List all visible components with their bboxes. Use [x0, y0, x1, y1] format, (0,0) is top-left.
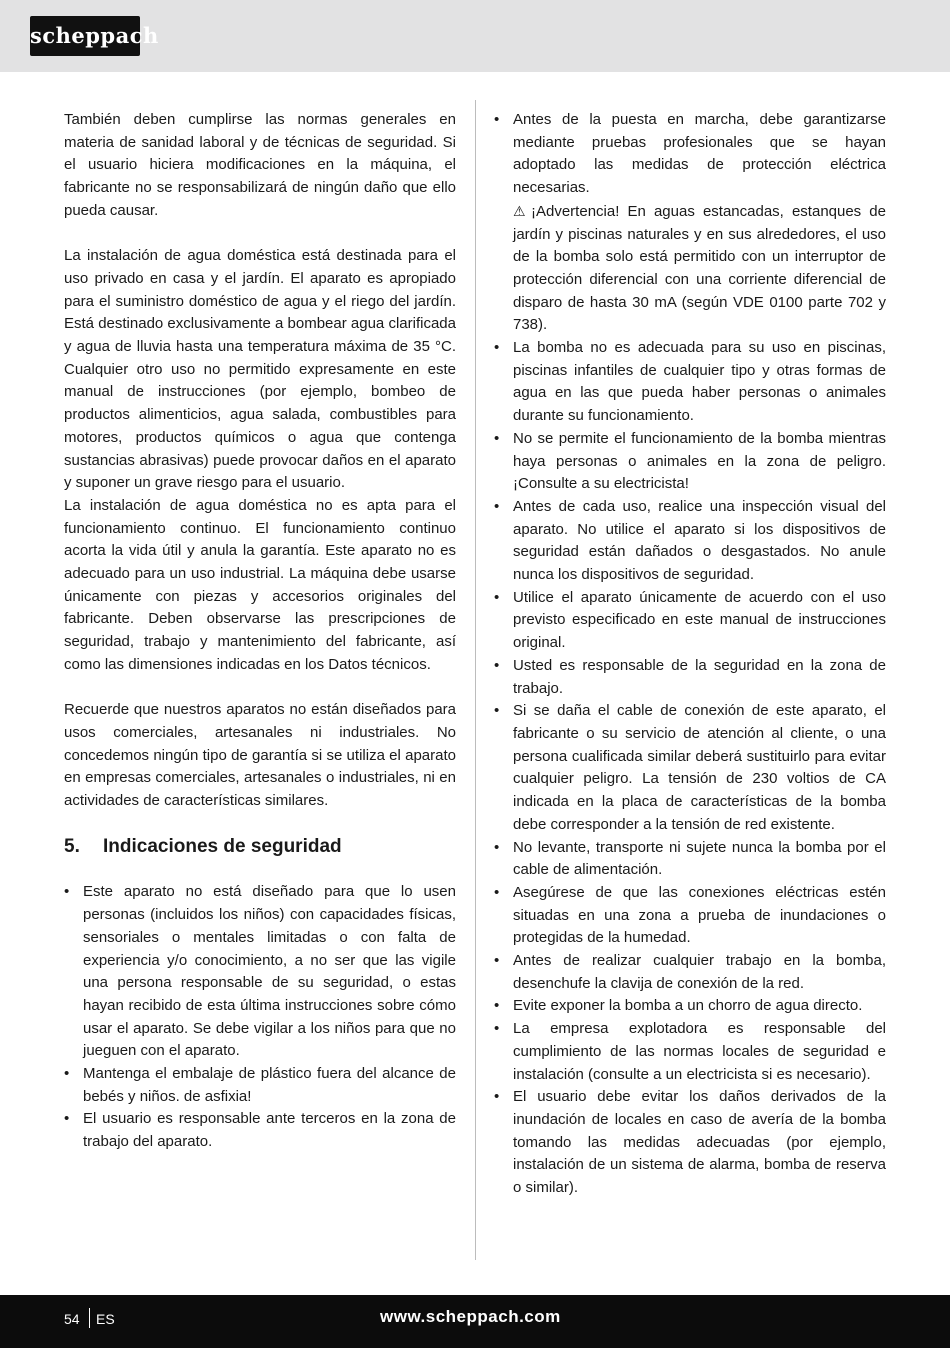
- bullet-icon: •: [494, 838, 500, 856]
- list-item: • La empresa explotadora es responsable del cumplimiento de las normas locales de seguridad e instalación (consulte a un electricista si es necesario).: [494, 1020, 886, 1083]
- bullet-icon: •: [494, 656, 500, 674]
- list-item: • Antes de la puesta en marcha, debe garantizarse mediante pruebas profesionales que se hayan adoptado las medidas de protección eléctrica necesarias. ⚠ ¡Advertencia! En aguas estancadas, estanques de jardín y piscinas naturales y en sus alrededores, el uso de la bomba solo está permitido con un interruptor de protección diferencial con una corriente diferencial de disparo de hasta 30 mA (según VDE 0100 parte 702 y 738).: [494, 109, 886, 337]
- right-bullet-list: [494, 109, 886, 1200]
- website-link[interactable]: www.scheppach.com: [380, 1307, 561, 1326]
- footer-separator: [89, 1308, 90, 1328]
- bullet-icon: •: [494, 111, 500, 128]
- list-item: • Asegúrese de que las conexiones eléctricas estén situadas en una zona a prueba de inundaciones o protegidas de la humedad.: [494, 883, 886, 947]
- warning-icon: ⚠: [513, 202, 526, 219]
- warning-note: [513, 200, 886, 337]
- list-item: • El usuario es responsable ante terceros en la zona de trabajo del aparato.: [64, 1110, 456, 1151]
- bullet-icon: •: [494, 429, 500, 447]
- list-item: • No levante, transporte ni sujete nunca la bomba por el cable de alimentación.: [494, 838, 886, 879]
- right-column: [494, 109, 886, 1200]
- list-item: • Antes de realizar cualquier trabajo en la bomba, desenchufe la clavija de conexión de la red.: [494, 952, 886, 992]
- bullet-icon: •: [494, 952, 500, 970]
- list-item: • El usuario debe evitar los daños derivados de la inundación de locales en caso de avería de la bomba tomando las medidas adecuadas (por ejemplo, instalación de un sistema de alarma, bomba de reserva o similar).: [494, 1088, 886, 1197]
- bullet-icon: •: [494, 702, 500, 720]
- list-item: • Si se daña el cable de conexión de este aparato, el fabricante o su servicio de atención al cliente, o una persona cualificada similar deberá sustituirlo para evitar cualquier peligro. La tensión de 230 voltios de CA indicada en la placa de características de la bomba debe corresponder a la tensión de red existente.: [494, 702, 886, 833]
- list-item: • La bomba no es adecuada para su uso en piscinas, piscinas infantiles de cualquier tipo y otras formas de agua en las que pueda haber personas o animales durante su funcionamiento.: [494, 339, 886, 425]
- language-code: ES: [96, 1311, 115, 1327]
- bullet-icon: •: [494, 1088, 500, 1106]
- warning-text: ¡Advertencia! En aguas estancadas, estanques de jardín y piscinas naturales y en sus alrededores, el uso de la bomba solo está permitido con un interruptor de protección diferencial con una corriente diferencial de disparo de hasta 30 mA (según VDE 0100 parte 702 y 738).: [513, 202, 886, 334]
- paragraph-commercial-use: Recuerde que nuestros aparatos no están diseñados para usos comerciales, artesanales ni industriales. No concedemos ningún tipo de garantía si se utiliza el aparato en empresas comerciales, artesanales o industriales, ni en actividades de características similares.: [64, 701, 456, 810]
- paragraph-intended-use: La instalación de agua doméstica está destinada para el uso privado en casa y el jardín. El aparato es apropiado para el suministro doméstico de agua y el riego del jardín. Está destinado exclusivamente a bombear agua clarificada y agua de lluvia hasta una temperatura máxima de 35 °C. Cualquier otro uso no permitido expresamente en este manual de instrucciones (por ejemplo, bombeo de productos alimenticios, agua salada, combustibles para motores, productos químicos o agua que contenga sustancias abrasivas) puede provocar daños en el aparato y suponer un grave riesgo para el usuario.: [64, 247, 456, 492]
- bullet-icon: •: [494, 883, 500, 901]
- paragraph-general-norms: También deben cumplirse las normas generales en materia de sanidad laboral y de técnicas de seguridad. Si el usuario hiciera modificaciones en la máquina, el fabricante no se responsabilizará de ningún daño que ello pueda causar.: [64, 111, 456, 219]
- list-item: • No se permite el funcionamiento de la bomba mientras haya personas o animales en la zona de peligro. ¡Consulte a su electricista!: [494, 429, 886, 493]
- bullet-icon: •: [64, 1065, 70, 1083]
- section-heading: [64, 835, 456, 859]
- section-title: Indicaciones de seguridad: [103, 836, 342, 858]
- bullet-icon: •: [494, 588, 500, 606]
- brand-logo: scheppach: [30, 16, 140, 56]
- bullet-icon: •: [494, 339, 500, 357]
- list-item: • Usted es responsable de la seguridad en la zona de trabajo.: [494, 656, 886, 697]
- bullet-icon: •: [64, 883, 70, 901]
- paragraph-continuous-operation: La instalación de agua doméstica no es apta para el funcionamiento continuo. El funcionamiento continuo acorta la vida útil y anula la garantía. Este aparato no es adecuado para un uso industrial. La máquina debe usarse únicamente con piezas y accesorios originales del fabricante. Deben observarse las prescripciones de seguridad, trabajo y mantenimiento del fabricante, así como las dimensiones indicadas en los Datos técnicos.: [64, 496, 456, 673]
- list-item: • Este aparato no está diseñado para que lo usen personas (incluidos los niños) con capacidades físicas, sensoriales o mentales limitadas o con falta de experiencia y/o conocimiento, a no ser que las vigile una persona responsable de su seguridad, o estas hayan recibido de esta última instrucciones sobre cómo usar el aparato. Se debe vigilar a los niños para que no jueguen con el aparato.: [64, 883, 456, 1060]
- bullet-icon: •: [494, 1020, 500, 1038]
- list-item: • Utilice el aparato únicamente de acuerdo con el uso previsto especificado en este manual de instrucciones original.: [494, 588, 886, 652]
- header-band: [0, 0, 950, 72]
- column-divider: [475, 100, 476, 1260]
- list-item: • Antes de cada uso, realice una inspección visual del aparato. No utilice el aparato si los dispositivos de seguridad están dañados o desgastados. No anule nunca los dispositivos de seguridad.: [494, 497, 886, 584]
- page-number: 54: [64, 1311, 80, 1327]
- list-item: • Evite exponer la bomba a un chorro de agua directo.: [494, 995, 886, 1018]
- bullet-icon: •: [64, 1110, 70, 1128]
- list-item: • Mantenga el embalaje de plástico fuera del alcance de bebés y niños. de asfixia!: [64, 1065, 456, 1105]
- left-column: [64, 109, 456, 1154]
- left-bullet-list: [64, 881, 456, 1153]
- section-number: 5.: [64, 836, 80, 858]
- bullet-icon: •: [494, 997, 500, 1015]
- bullet-icon: •: [494, 497, 500, 515]
- footer-bar: [0, 1295, 950, 1348]
